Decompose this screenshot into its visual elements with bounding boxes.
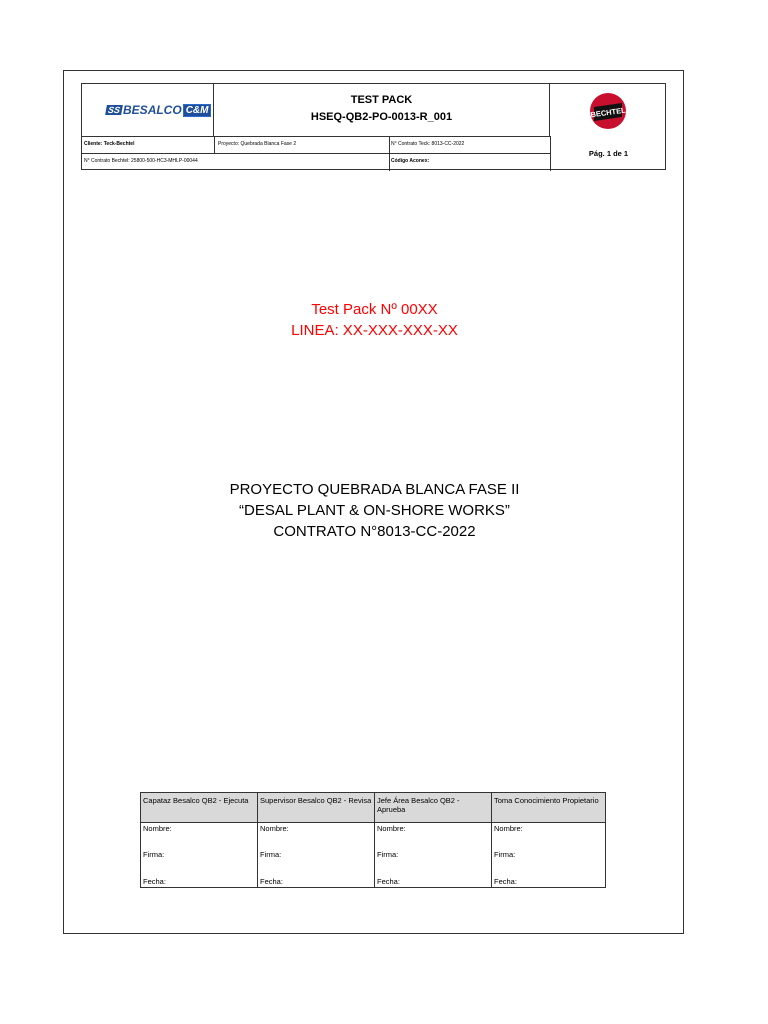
contrato-bechtel-field: N° Contrato Bechtel: 25800-500-HC3-MHLP-00044: [84, 158, 198, 164]
nombre-label: Nombre:: [260, 824, 289, 833]
signature-table: [140, 792, 606, 888]
project-title: PROYECTO QUEBRADA BLANCA FASE II: [229, 481, 520, 498]
linea-code: LINEA: XX-XXX-XXX-XX: [291, 322, 458, 339]
codigo-aconex-field: Código Aconex:: [391, 158, 430, 164]
proyecto-field: Proyecto: Quebrada Blanca Fase 2: [218, 141, 297, 147]
signature-column: [375, 793, 492, 887]
nombre-label: Nombre:: [494, 824, 523, 833]
fecha-label: Fecha:: [377, 877, 400, 886]
document-page: [63, 70, 684, 934]
signature-column: [258, 793, 375, 887]
besalco-logo-mark: SS: [107, 105, 121, 115]
header-divider: [214, 136, 215, 153]
signature-column: [141, 793, 258, 887]
signature-column-header: Jefe Área Besalco QB2 - Aprueba: [375, 793, 491, 823]
firma-label: Firma:: [260, 850, 282, 859]
fecha-label: Fecha:: [143, 877, 166, 886]
header-info-row-2: [82, 153, 550, 170]
document-code: HSEQ-QB2-PO-0013-R_001: [310, 111, 453, 123]
cliente-field: Cliente: Teck-Bechtel: [84, 141, 135, 147]
besalco-logo-cell: [82, 84, 214, 136]
project-subtitle: “DESAL PLANT & ON-SHORE WORKS”: [239, 502, 510, 519]
signature-column-header: Capataz Besalco QB2 - Ejecuta: [141, 793, 257, 823]
bechtel-logo-text: BECHTEL: [589, 105, 627, 120]
page-number: Pág. 1 de 1: [588, 149, 629, 158]
contract-number: CONTRATO N°8013-CC-2022: [273, 523, 476, 540]
nombre-label: Nombre:: [143, 824, 172, 833]
bechtel-logo-cell: [550, 84, 667, 136]
nombre-label: Nombre:: [377, 824, 406, 833]
bechtel-logo: [588, 91, 628, 131]
signature-column: [492, 793, 605, 887]
contrato-teck-field: N° Contrato Teck: 8013-CC-2022: [391, 141, 465, 147]
signature-column-header: Toma Conocimiento Propietario: [492, 793, 605, 823]
header-info-row-1: [82, 136, 550, 153]
firma-label: Firma:: [377, 850, 399, 859]
fecha-label: Fecha:: [260, 877, 283, 886]
test-pack-number: Test Pack Nº 00XX: [311, 301, 438, 318]
header-divider: [389, 136, 390, 171]
signature-column-header: Supervisor Besalco QB2 - Revisa: [258, 793, 374, 823]
document-header: [81, 83, 666, 170]
firma-label: Firma:: [143, 850, 165, 859]
firma-label: Firma:: [494, 850, 516, 859]
besalco-logo-name: BESALCO: [123, 103, 182, 117]
besalco-logo-cm: C&M: [183, 104, 212, 117]
fecha-label: Fecha:: [494, 877, 517, 886]
header-title-cell: [214, 84, 550, 136]
header-title: TEST PACK: [350, 94, 413, 106]
besalco-logo: [106, 102, 211, 118]
